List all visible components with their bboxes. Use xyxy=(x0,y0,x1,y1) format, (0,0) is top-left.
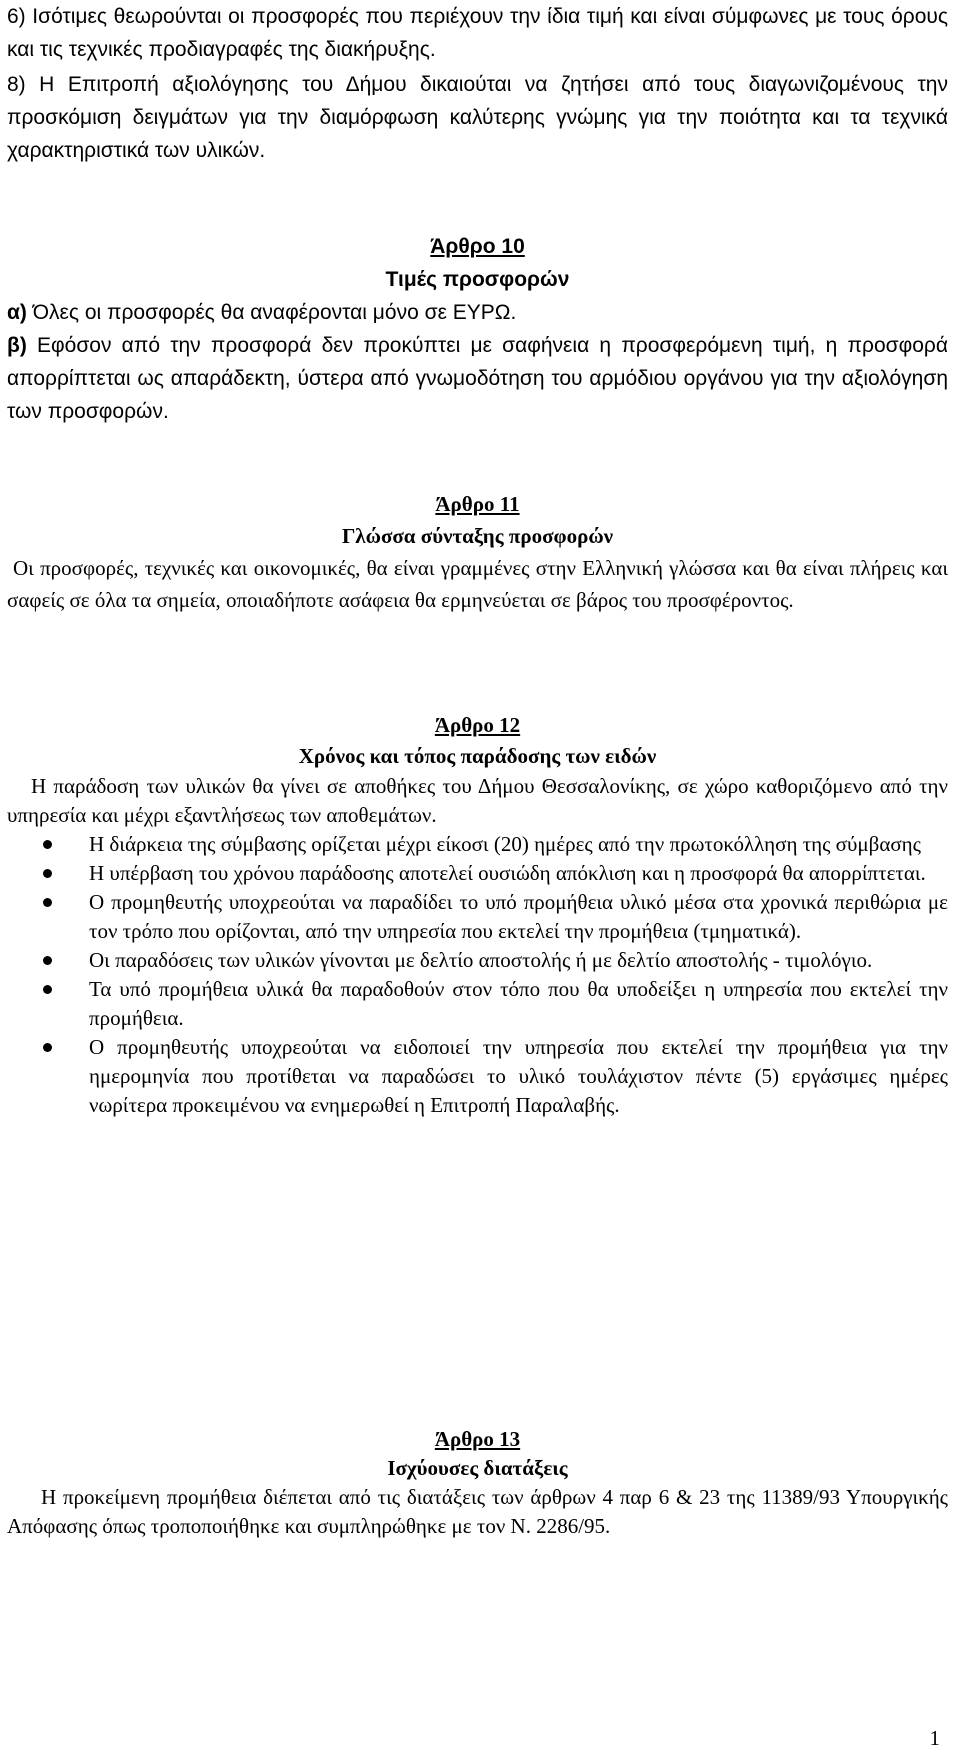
page-number: 1 xyxy=(929,1726,940,1750)
bullet-icon xyxy=(43,840,52,849)
point-b-label: β) xyxy=(7,334,27,357)
list-item: Ο προμηθευτής υποχρεούται να ειδοποιεί την υπηρεσία που εκτελεί την προμήθεια για την ημερομηνία που προτίθεται να παραδώσει το υλικό τουλάχιστον πέντε (5) εργάσιμες ημέρες νωρίτερα προκειμένου να ενημερωθεί η Επιτροπή Παραλαβής. xyxy=(7,1033,948,1120)
article-13 xyxy=(7,1425,948,1541)
point-a-text: Όλες οι προσφορές θα αναφέρονται μόνο σε ΕΥΡΩ. xyxy=(26,301,517,324)
article-12-bullets xyxy=(7,830,948,1120)
list-item: Οι παραδόσεις των υλικών γίνονται με δελτίο αποστολής ή με δελτίο αποστολής - τιμολόγιο. xyxy=(7,946,948,975)
article-11 xyxy=(7,488,948,616)
article-10-number: Άρθρο 10 xyxy=(430,235,525,258)
article-13-text: Η προκείμενη προμήθεια διέπεται από τις διατάξεις των άρθρων 4 παρ 6 & 23 της 11389/93 Υπουργικής Απόφασης όπως τροποποιήθηκε και συμπληρώθηκε με τον Ν. 2286/95. xyxy=(7,1485,948,1538)
article-12-number: Άρθρο 12 xyxy=(434,713,521,737)
article-10-point-b xyxy=(7,329,948,428)
article-10 xyxy=(7,230,948,428)
article-10-heading xyxy=(7,230,948,296)
article-12-title: Χρόνος και τόπος παράδοσης των ειδών xyxy=(298,744,657,768)
article-13-heading xyxy=(7,1425,948,1483)
list-item: Η διάρκεια της σύμβασης ορίζεται μέχρι είκοσι (20) ημέρες από την πρωτοκόλληση της σύμβασης xyxy=(7,830,948,859)
bullet-icon xyxy=(43,869,52,878)
article-13-title: Ισχύουσες διατάξεις xyxy=(387,1456,568,1480)
point-b-text: Εφόσον από την προσφορά δεν προκύπτει με σαφήνεια η προσφερόμενη τιμή, η προσφορά απορρίπτεται ως απαράδεκτη, ύστερα από γνωμοδότηση του αρμόδιου οργάνου για την αξιολόγηση των προσφορών. xyxy=(7,334,948,423)
list-item: Τα υπό προμήθεια υλικά θα παραδοθούν στον τόπο που θα υποδείξει η υπηρεσία που εκτελεί την προμήθεια. xyxy=(7,975,948,1033)
bullet-icon xyxy=(43,898,52,907)
article-12 xyxy=(7,710,948,1120)
bullet-icon xyxy=(43,956,52,965)
article-12-intro: Η παράδοση των υλικών θα γίνει σε αποθήκες του Δήμου Θεσσαλονίκης, σε χώρο καθοριζόμενο από την υπηρεσία και μέχρι εξαντλήσεως των αποθεμάτων. xyxy=(7,774,948,827)
article-10-point-a xyxy=(7,296,948,329)
article-11-heading xyxy=(7,488,948,552)
item-8: 8) Η Επιτροπή αξιολόγησης του Δήμου δικαιούται να ζητήσει από τους διαγωνιζομένους την προσκόμιση δειγμάτων για την διαμόρφωση καλύτερης γνώμης για την ποιότητα και τα τεχνικά χαρακτηριστικά των υλικών. xyxy=(7,73,948,162)
article-11-text: Οι προσφορές, τεχνικές και οικονομικές, θα είναι γραμμένες στην Ελληνική γλώσσα και θα είναι πλήρεις και σαφείς σε όλα τα σημεία, οποιαδήποτε ασάφεια θα ερμηνεύεται σε βάρος του προσφέροντος. xyxy=(7,556,948,612)
bullet-icon xyxy=(43,1043,52,1052)
article-13-number: Άρθρο 13 xyxy=(434,1427,521,1451)
bullet-icon xyxy=(43,985,52,994)
article-11-number: Άρθρο 11 xyxy=(435,492,520,516)
article-11-title: Γλώσσα σύνταξης προσφορών xyxy=(341,524,614,548)
article-12-heading xyxy=(7,710,948,772)
point-a-label: α) xyxy=(7,301,27,324)
item-6: 6) Ισότιμες θεωρούνται οι προσφορές που περιέχουν την ίδια τιμή και είναι σύμφωνες με τους όρους και τις τεχνικές προδιαγραφές της διακήρυξης. xyxy=(7,5,948,61)
top-section xyxy=(7,0,948,167)
article-10-title: Τιμές προσφορών xyxy=(385,268,570,291)
list-item: Ο προμηθευτής υποχρεούται να παραδίδει το υπό προμήθεια υλικό μέσα στα χρονικά περιθώρια με τον τρόπο που ορίζονται, από την υπηρεσία που εκτελεί την προμήθεια (τμηματικά). xyxy=(7,888,948,946)
list-item: Η υπέρβαση του χρόνου παράδοσης αποτελεί ουσιώδη απόκλιση και η προσφορά θα απορρίπτεται. xyxy=(7,859,948,888)
